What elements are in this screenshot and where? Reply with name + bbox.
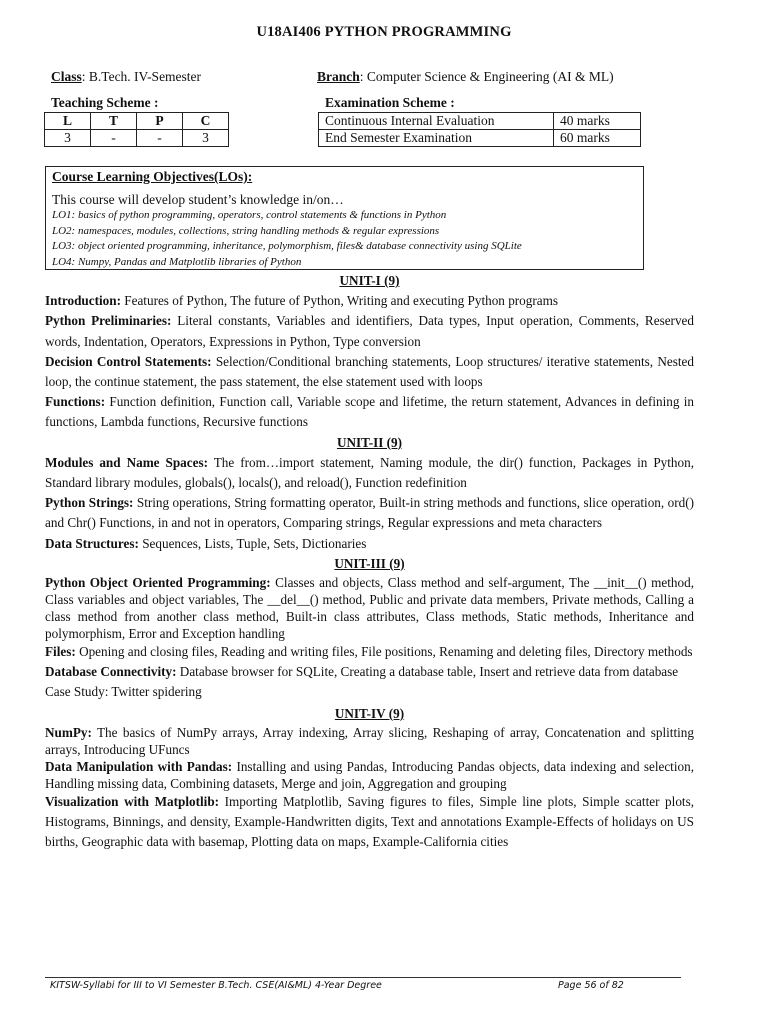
teaching-value-cell: - [91, 130, 137, 147]
topic-text: Sequences, Lists, Tuple, Sets, Dictionaries [138, 535, 367, 551]
topic-label: Python Object Oriented Programming: [45, 575, 271, 591]
topic-label: Visualization with Matplotlib: [45, 793, 220, 809]
objective-item: LO2: namespaces, modules, collections, string handling methods & regular expressions [52, 224, 440, 237]
class-value: : B.Tech. IV-Semester [81, 69, 202, 84]
branch-value: : Computer Science & Engineering (AI & ML) [359, 69, 614, 84]
exam-name-cell: Continuous Internal Evaluation [319, 113, 554, 130]
topic-label: Decision Control Statements: [45, 353, 212, 369]
topic-label: Python Preliminaries: [45, 313, 172, 329]
footer-page-number: Page 56 of 82 [558, 980, 624, 991]
unit-title: UNIT-IV (9) [334, 705, 405, 721]
teaching-value-cell: 3 [183, 130, 229, 147]
class-label: Class [51, 69, 82, 84]
topic-paragraph [45, 534, 694, 554]
footer-left: KITSW-Syllabi for III to VI Semester B.Tech. CSE(AI&ML) 4-Year Degree [50, 980, 382, 991]
topic-text: The basics of NumPy arrays, Array indexing, Array slicing, Reshaping of array, Concatenation and splitting arrays, Introducing UFuncs [45, 724, 694, 757]
topic-text: Classes and objects, Class method and self-argument, The __init__() method, Class variables and object variables, The __del__() method, Public and private data members, Private methods, Calling a class method from another class method, Built-in class attributes, Class methods, Static methods, Inheritance and polymorphism, Error and Exception handling [45, 575, 694, 642]
topic-paragraph [45, 574, 694, 642]
page-title: U18AI406 PYTHON PROGRAMMING [256, 24, 512, 40]
exam-row [319, 113, 641, 130]
teaching-scheme-heading: Teaching Scheme : [51, 95, 159, 110]
syllabus-content [45, 271, 694, 852]
topic-label: NumPy: [45, 724, 92, 740]
topic-text: Importing Matplotlib, Saving figures to files, Simple line plots, Simple scatter plots, Histograms, Binnings, and density, Example-Handwritten digits, Text and annotations Example-Effects of holidays on US births, Geographic data with basemap, Plotting data on maps, Example-California cities [45, 793, 694, 850]
topic-paragraph [45, 291, 694, 311]
topic-paragraph [45, 662, 694, 682]
topic-paragraph [45, 392, 694, 432]
class-info [51, 69, 201, 85]
topic-label: Modules and Name Spaces: [45, 454, 209, 470]
teaching-header-cell: C [183, 113, 229, 130]
teaching-value-cell: 3 [45, 130, 91, 147]
topic-text: Opening and closing files, Reading and writing files, File positions, Renaming and deleting files, Directory methods [75, 644, 693, 660]
topic-paragraph [45, 724, 694, 758]
topic-text: Function definition, Function call, Variable scope and lifetime, the return statement, Advances in defining in functions, Lambda functions, Recursive functions [45, 394, 694, 430]
learning-objectives-box [45, 166, 644, 270]
topic-label: Data Structures: [45, 535, 139, 551]
topic-text: The from…import statement, Naming module, the dir() function, Packages in Python, Standard library modules, globals(), locals(), and reload(), Function redefinition [45, 454, 694, 491]
topic-label: Files: [45, 644, 76, 660]
topic-text: Selection/Conditional branching statements, Loop structures/ iterative statements, Nested loop, the continue statement, the pass statement, the else statement used with loops [45, 353, 694, 390]
exam-scheme-heading: Examination Scheme : [325, 95, 455, 110]
exam-row [319, 130, 641, 147]
teaching-value-row [45, 130, 229, 147]
topic-paragraph [45, 453, 694, 493]
exam-name-cell: End Semester Examination [319, 130, 554, 147]
objectives-intro: This course will develop student’s knowledge in/on… [52, 192, 344, 207]
teaching-header-row [45, 113, 229, 130]
objective-item: LO1: basics of python programming, operators, control statements & functions in Python [52, 209, 447, 221]
topic-text: Database browser for SQLite, Creating a database table, Insert and retrieve data from database [176, 664, 679, 680]
objective-item: LO3: object oriented programming, inheritance, polymorphism, files& database connectivity using SQLite [52, 240, 522, 252]
topic-text: Installing and using Pandas, Introducing Pandas objects, data indexing and selection, Handling missing data, Combining datasets, Merge and join, Aggregation and grouping [45, 758, 694, 791]
objective-item: LO4: Numpy, Pandas and Matplotlib libraries of Python [52, 255, 302, 268]
exam-marks-cell: 60 marks [554, 130, 641, 147]
branch-label: Branch [317, 69, 360, 84]
exam-scheme-table [318, 112, 641, 147]
exam-marks-cell: 40 marks [554, 113, 641, 130]
objectives-heading: Course Learning Objectives(LOs): [52, 169, 253, 184]
footer-divider [45, 977, 681, 978]
topic-label: Data Manipulation with Pandas: [45, 758, 233, 774]
teaching-header-cell: P [137, 113, 183, 130]
branch-info [317, 69, 614, 85]
topic-paragraph [45, 352, 694, 392]
topic-paragraph [45, 642, 694, 662]
topic-label: Python Strings: [45, 495, 134, 511]
teaching-header-cell: T [91, 113, 137, 130]
topic-label: Functions: [45, 394, 106, 410]
unit-title: UNIT-I (9) [339, 273, 400, 288]
topic-label: Introduction: [45, 293, 121, 309]
topic-paragraph [45, 682, 694, 702]
teaching-scheme-table [44, 112, 229, 147]
unit-title: UNIT-II (9) [336, 434, 403, 450]
unit-title: UNIT-III (9) [334, 555, 405, 571]
topic-label: Database Connectivity: [45, 664, 177, 680]
topic-paragraph [45, 792, 694, 853]
topic-text: String operations, String formatting operator, Built-in string methods and functions, slice operation, ord() and Chr() Functions, in and not in operators, Comparing strings, Regular expressions and meta characters [45, 495, 694, 531]
topic-text: Features of Python, The future of Python, Writing and executing Python programs [120, 293, 559, 309]
teaching-header-cell: L [45, 113, 91, 130]
topic-text: Literal constants, Variables and identifiers, Data types, Input operation, Comments, Reserved words, Indentation, Operators, Expressions in Python, Type conversion [45, 313, 694, 349]
topic-paragraph [45, 758, 694, 792]
topic-paragraph [45, 311, 694, 351]
teaching-value-cell: - [137, 130, 183, 147]
topic-text: Case Study: Twitter spidering [45, 684, 202, 700]
topic-paragraph [45, 493, 694, 533]
